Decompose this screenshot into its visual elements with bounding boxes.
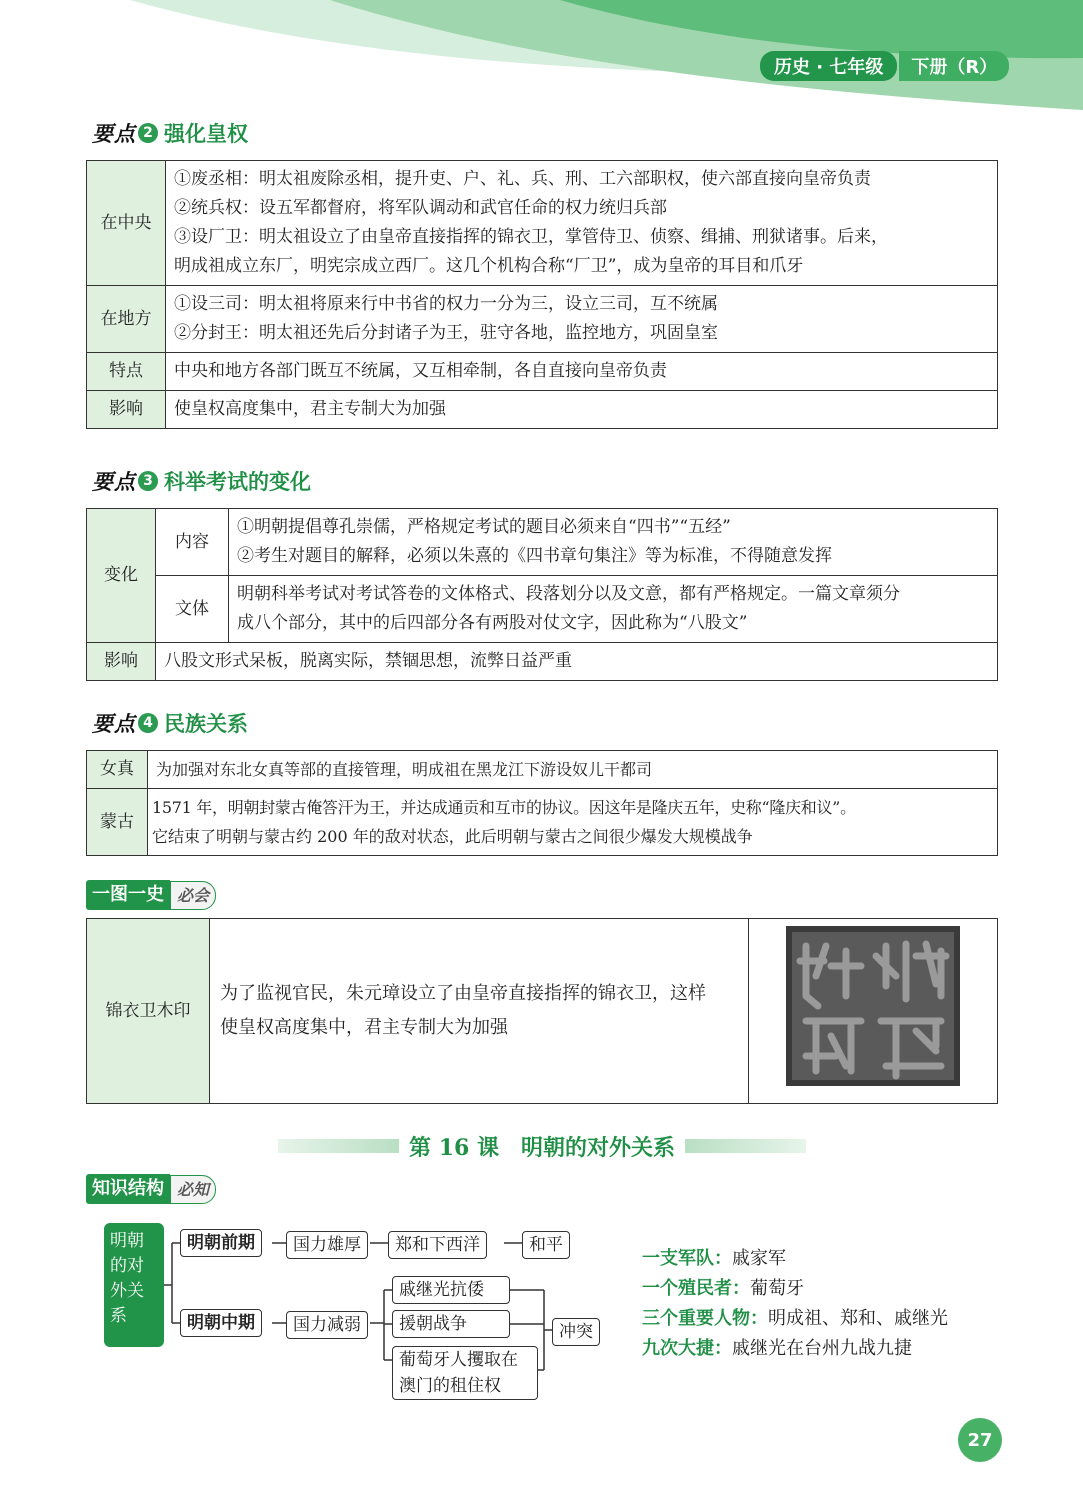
node-mid-c: [392, 1346, 538, 1400]
root-label: 明朝的对外关系: [110, 1231, 144, 1326]
text-line: ①设三司：明太祖将原来行中书省的权力一分为三，设立三司，互不统属: [174, 294, 718, 314]
text-line: 使皇权高度集中，君主专制大为加强: [220, 1017, 508, 1038]
node-mid-result: 冲突: [552, 1318, 600, 1346]
point-label: 要点: [92, 121, 136, 146]
point-title: 民族关系: [164, 712, 248, 736]
row-head: 女真: [87, 751, 148, 789]
text-line: 使皇权高度集中，君主专制大为加强: [174, 399, 446, 419]
text-line: ②考生对题目的解释，必须以朱熹的《四书章句集注》等为标准，不得随意发挥: [237, 546, 832, 566]
lesson-title: 第 16 课 明朝的对外关系: [409, 1134, 675, 1161]
text-line: 明成祖成立东厂，明宪宗成立西厂。这几个机构合称“厂卫”，成为皇帝的耳目和爪牙: [174, 256, 804, 276]
item-name: 锦衣卫木印: [87, 919, 210, 1104]
node-line: 葡萄牙人攫取在: [399, 1350, 518, 1370]
fact-value: 葡萄牙: [750, 1278, 804, 1299]
text-line: 成八个部分，其中的后四部分各有两股对仗文字，因此称为“八股文”: [237, 613, 748, 633]
text-line: 八股文形式呆板，脱离实际，禁锢思想，流弊日益严重: [164, 651, 572, 671]
node-mid-1: 国力减弱: [286, 1311, 368, 1339]
node-mid: 明朝中期: [180, 1309, 262, 1337]
row-head: 特点: [87, 353, 166, 391]
fact-item: [642, 1304, 948, 1334]
row-head: 影响: [87, 643, 156, 681]
key-facts: [642, 1244, 948, 1364]
text-line: 明朝科举考试对考试答卷的文体格式、段落划分以及文意，都有严格规定。一篇文章须分: [237, 584, 900, 604]
fact-label: 一个殖民者：: [642, 1278, 750, 1299]
text-line: 它结束了明朝与蒙古约 200 年的敌对状态，此后明朝与蒙古之间很少爆发大规模战争: [152, 827, 753, 846]
node-line: 澳门的租住权: [399, 1376, 501, 1396]
tag-label: 知识结构: [86, 1174, 170, 1204]
fact-label: 三个重要人物：: [642, 1308, 768, 1329]
fact-label: 九次大捷：: [642, 1338, 732, 1359]
text-line: ①废丞相：明太祖废除丞相，提升吏、户、礼、兵、刑、工六部职权，使六部直接向皇帝负责: [174, 169, 871, 189]
row-head: 变化: [87, 509, 156, 643]
point-number-badge: 4: [138, 713, 158, 733]
point-title: 强化皇权: [164, 122, 248, 146]
fact-value: 戚家军: [732, 1248, 786, 1269]
text-line: 为了监视官民，朱元璋设立了由皇帝直接指挥的锦衣卫，这样: [220, 983, 706, 1004]
node-early-2: 郑和下西洋: [388, 1231, 487, 1259]
row-head: 在中央: [87, 161, 166, 286]
point-label: 要点: [92, 711, 136, 736]
node-early: 明朝前期: [180, 1229, 262, 1257]
point-number-badge: 3: [138, 471, 158, 491]
page-number: 27: [958, 1418, 1002, 1462]
point-title: 科举考试的变化: [164, 470, 311, 494]
fact-item: [642, 1244, 948, 1274]
text-line: ①明朝提倡尊孔崇儒，严格规定考试的题目必须来自“四书”“五经”: [237, 517, 731, 537]
text-line: 为加强对东北女真等部的直接管理，明成祖在黑龙江下游设奴儿干都司: [156, 760, 653, 779]
sub-head: 内容: [156, 509, 229, 576]
point-label: 要点: [92, 469, 136, 494]
fact-value: 明成祖、郑和、戚继光: [768, 1308, 948, 1329]
sub-head: 文体: [156, 576, 229, 643]
fact-label: 一支军队：: [642, 1248, 732, 1269]
text-line: ②统兵权：设五军都督府，将军队调动和武官任命的权力统归兵部: [174, 198, 667, 218]
tag-label: 一图一史: [86, 880, 170, 910]
node-mid-b: 援朝战争: [392, 1310, 510, 1338]
node-early-3: 和平: [522, 1231, 570, 1259]
node-early-1: 国力雄厚: [286, 1231, 368, 1259]
fact-item: [642, 1334, 948, 1364]
node-mid-a: 戚继光抗倭: [392, 1276, 510, 1304]
fact-value: 戚继光在台州九战九捷: [732, 1338, 912, 1359]
volume-label: 下册（R）: [899, 51, 1009, 81]
text-line: ③设厂卫：明太祖设立了由皇帝直接指挥的锦衣卫，掌管侍卫、侦察、缉捕、刑狱诸事。后来，: [174, 227, 888, 247]
tag-extra: 必会: [170, 881, 216, 910]
subject-label: 历史 · 七年级: [760, 51, 897, 81]
structure-root: [104, 1223, 164, 1347]
row-head: 蒙古: [87, 789, 148, 856]
row-head: 影响: [87, 391, 166, 429]
text-line: ②分封王：明太祖还先后分封诸子为王，驻守各地，监控地方，巩固皇室: [174, 323, 718, 343]
text-line: 1571 年，明朝封蒙古俺答汗为王，并达成通贡和互市的协议。因这年是隆庆五年，史称“隆庆和议”。: [152, 798, 856, 817]
tag-extra: 必知: [170, 1175, 216, 1204]
fact-item: [642, 1274, 948, 1304]
text-line: 中央和地方各部门既互不统属，又互相牵制，各自直接向皇帝负责: [174, 361, 667, 381]
point-number-badge: 2: [138, 123, 158, 143]
row-head: 在地方: [87, 286, 166, 353]
